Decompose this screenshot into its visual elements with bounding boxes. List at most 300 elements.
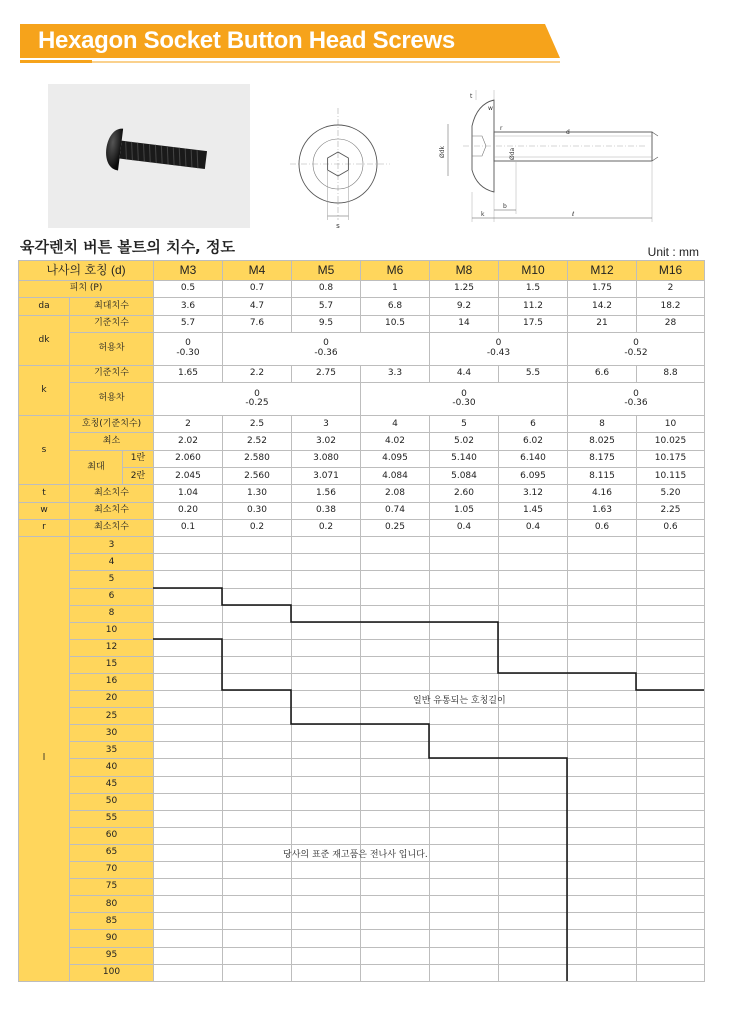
length-cell bbox=[154, 964, 223, 981]
value-cell: 3.3 bbox=[361, 365, 430, 382]
table-row bbox=[19, 930, 705, 947]
length-label: 15 bbox=[70, 656, 154, 673]
value-cell: 2.08 bbox=[361, 485, 430, 502]
length-cell bbox=[568, 605, 637, 622]
length-cell bbox=[361, 571, 430, 588]
value-cell: 2.045 bbox=[154, 468, 223, 485]
length-cell bbox=[637, 674, 705, 691]
value-cell: 0.38 bbox=[292, 502, 361, 519]
length-label: 70 bbox=[70, 862, 154, 879]
value-cell: 10.025 bbox=[637, 433, 705, 450]
value-cell: 3.071 bbox=[292, 468, 361, 485]
length-cell bbox=[568, 588, 637, 605]
length-cell bbox=[430, 759, 499, 776]
length-cell bbox=[499, 879, 568, 896]
length-cell bbox=[292, 622, 361, 639]
length-cell bbox=[292, 964, 361, 981]
row-label: 최소치수 bbox=[70, 519, 154, 536]
length-cell bbox=[499, 656, 568, 673]
tolerance-lower: -0.25 bbox=[245, 398, 269, 409]
length-cell bbox=[499, 930, 568, 947]
value-cell: 0.74 bbox=[361, 502, 430, 519]
row-label: 최대치수 bbox=[70, 298, 154, 315]
row-label: 기준치수 bbox=[70, 315, 154, 332]
value-cell: 10.5 bbox=[361, 315, 430, 332]
length-cell bbox=[223, 554, 292, 571]
length-cell bbox=[154, 776, 223, 793]
length-cell bbox=[430, 844, 499, 861]
table-row bbox=[19, 416, 705, 433]
length-cell bbox=[499, 896, 568, 913]
length-cell bbox=[154, 844, 223, 861]
value-cell: 4.7 bbox=[223, 298, 292, 315]
value-cell: 2.02 bbox=[154, 433, 223, 450]
length-cell bbox=[361, 656, 430, 673]
length-cell bbox=[361, 947, 430, 964]
length-cell bbox=[223, 964, 292, 981]
length-cell bbox=[361, 537, 430, 554]
length-label: 8 bbox=[70, 605, 154, 622]
value-cell: 21 bbox=[568, 315, 637, 332]
value-cell: 0.20 bbox=[154, 502, 223, 519]
value-cell: 5.20 bbox=[637, 485, 705, 502]
table-row bbox=[19, 519, 705, 536]
value-cell: 2.60 bbox=[430, 485, 499, 502]
value-cell: 0.25 bbox=[361, 519, 430, 536]
length-cell bbox=[637, 588, 705, 605]
table-row bbox=[19, 365, 705, 382]
value-cell: 6.02 bbox=[499, 433, 568, 450]
length-cell bbox=[361, 605, 430, 622]
length-cell bbox=[430, 862, 499, 879]
length-cell bbox=[430, 913, 499, 930]
table-row bbox=[19, 725, 705, 742]
length-label: 16 bbox=[70, 674, 154, 691]
length-cell bbox=[568, 691, 637, 708]
table-row bbox=[19, 879, 705, 896]
length-cell bbox=[154, 896, 223, 913]
table-row bbox=[19, 639, 705, 656]
value-cell: 17.5 bbox=[499, 315, 568, 332]
group-label: k bbox=[19, 365, 70, 415]
length-cell bbox=[568, 622, 637, 639]
length-cell bbox=[430, 776, 499, 793]
length-cell bbox=[292, 827, 361, 844]
length-cell bbox=[154, 571, 223, 588]
value-cell: 6.140 bbox=[499, 450, 568, 467]
length-cell bbox=[292, 537, 361, 554]
value-cell: 1.5 bbox=[499, 281, 568, 298]
table-row bbox=[19, 913, 705, 930]
value-cell: 8.8 bbox=[637, 365, 705, 382]
value-cell: 1.75 bbox=[568, 281, 637, 298]
length-cell bbox=[223, 656, 292, 673]
common-length-note: 일반 유통되는 호칭길이 bbox=[413, 696, 506, 706]
length-cell bbox=[361, 708, 430, 725]
group-label: l bbox=[19, 537, 70, 981]
table-row bbox=[19, 605, 705, 622]
length-cell bbox=[361, 588, 430, 605]
tolerance-lower: -0.36 bbox=[314, 347, 338, 358]
length-cell bbox=[499, 622, 568, 639]
dimension-table bbox=[18, 260, 705, 982]
value-cell: 5.7 bbox=[154, 315, 223, 332]
length-cell bbox=[499, 793, 568, 810]
length-cell bbox=[361, 810, 430, 827]
length-label: 35 bbox=[70, 742, 154, 759]
table-row bbox=[19, 383, 705, 416]
length-cell bbox=[292, 708, 361, 725]
length-cell bbox=[223, 947, 292, 964]
tolerance-cell bbox=[568, 383, 705, 416]
length-cell bbox=[430, 554, 499, 571]
hex-head-front-icon bbox=[290, 108, 400, 238]
tolerance-cell bbox=[154, 332, 223, 365]
length-cell bbox=[292, 896, 361, 913]
length-cell bbox=[292, 862, 361, 879]
length-cell bbox=[361, 913, 430, 930]
table-row bbox=[19, 298, 705, 315]
length-cell bbox=[568, 537, 637, 554]
table-row bbox=[19, 964, 705, 981]
length-cell bbox=[637, 964, 705, 981]
table-row bbox=[19, 708, 705, 725]
tolerance-lower: -0.30 bbox=[176, 347, 200, 358]
length-cell bbox=[292, 947, 361, 964]
length-label: 20 bbox=[70, 691, 154, 708]
value-cell: 0.2 bbox=[292, 519, 361, 536]
value-cell: 2.580 bbox=[223, 450, 292, 467]
length-cell bbox=[637, 879, 705, 896]
length-cell bbox=[430, 947, 499, 964]
length-cell bbox=[154, 947, 223, 964]
table-row bbox=[19, 571, 705, 588]
tolerance-cell bbox=[154, 383, 361, 416]
length-cell bbox=[154, 793, 223, 810]
row-label: 1란 bbox=[123, 450, 154, 467]
length-cell bbox=[361, 725, 430, 742]
row-label: 기준치수 bbox=[70, 365, 154, 382]
length-cell bbox=[637, 622, 705, 639]
value-cell: 14.2 bbox=[568, 298, 637, 315]
length-cell bbox=[223, 605, 292, 622]
length-cell bbox=[637, 810, 705, 827]
length-cell bbox=[154, 639, 223, 656]
length-cell bbox=[637, 639, 705, 656]
length-cell bbox=[223, 827, 292, 844]
table-row bbox=[19, 281, 705, 298]
length-label: 55 bbox=[70, 810, 154, 827]
svg-text:r: r bbox=[500, 125, 503, 132]
length-cell bbox=[568, 844, 637, 861]
length-cell bbox=[568, 862, 637, 879]
length-cell bbox=[361, 827, 430, 844]
value-cell: 1 bbox=[361, 281, 430, 298]
length-cell bbox=[430, 708, 499, 725]
table-row bbox=[19, 691, 705, 708]
row-label: 최소 bbox=[70, 433, 154, 450]
value-cell: 0.30 bbox=[223, 502, 292, 519]
length-cell bbox=[154, 691, 223, 708]
size-header: M3 bbox=[154, 261, 223, 281]
length-cell bbox=[430, 879, 499, 896]
table-row bbox=[19, 588, 705, 605]
length-cell bbox=[154, 742, 223, 759]
table-row bbox=[19, 554, 705, 571]
value-cell: 4.095 bbox=[361, 450, 430, 467]
length-cell bbox=[223, 639, 292, 656]
group-label: w bbox=[19, 502, 70, 519]
value-cell: 10.115 bbox=[637, 468, 705, 485]
length-cell bbox=[292, 879, 361, 896]
length-cell bbox=[637, 537, 705, 554]
tolerance-cell bbox=[361, 383, 568, 416]
table-row bbox=[19, 622, 705, 639]
length-cell bbox=[430, 742, 499, 759]
length-cell bbox=[154, 622, 223, 639]
value-cell: 0.6 bbox=[568, 519, 637, 536]
length-label: 80 bbox=[70, 896, 154, 913]
value-cell: 3.12 bbox=[499, 485, 568, 502]
length-cell bbox=[499, 827, 568, 844]
unit-label: Unit : mm bbox=[647, 245, 699, 259]
value-cell: 0.7 bbox=[223, 281, 292, 298]
length-label: 60 bbox=[70, 827, 154, 844]
value-cell: 2.52 bbox=[223, 433, 292, 450]
length-cell bbox=[154, 725, 223, 742]
length-cell bbox=[361, 793, 430, 810]
value-cell: 2 bbox=[154, 416, 223, 433]
length-cell bbox=[154, 862, 223, 879]
length-label: 30 bbox=[70, 725, 154, 742]
length-cell bbox=[292, 588, 361, 605]
table-row bbox=[19, 827, 705, 844]
value-cell: 1.30 bbox=[223, 485, 292, 502]
length-cell bbox=[568, 554, 637, 571]
group-label: t bbox=[19, 485, 70, 502]
length-cell bbox=[568, 639, 637, 656]
length-cell bbox=[430, 964, 499, 981]
table-row bbox=[19, 537, 705, 554]
length-cell bbox=[568, 827, 637, 844]
length-cell bbox=[499, 776, 568, 793]
length-cell bbox=[223, 622, 292, 639]
length-cell bbox=[637, 708, 705, 725]
value-cell: 2.75 bbox=[292, 365, 361, 382]
value-cell: 1.04 bbox=[154, 485, 223, 502]
length-cell bbox=[154, 708, 223, 725]
length-cell bbox=[361, 862, 430, 879]
size-header: M12 bbox=[568, 261, 637, 281]
tolerance-lower: -0.43 bbox=[486, 347, 511, 358]
value-cell: 1.05 bbox=[430, 502, 499, 519]
length-cell bbox=[154, 554, 223, 571]
table-row bbox=[19, 433, 705, 450]
length-cell bbox=[499, 554, 568, 571]
front-view-drawing bbox=[290, 108, 400, 242]
size-header: M4 bbox=[223, 261, 292, 281]
size-header: M6 bbox=[361, 261, 430, 281]
length-cell bbox=[568, 947, 637, 964]
value-cell: 8.115 bbox=[568, 468, 637, 485]
value-cell: 2.25 bbox=[637, 502, 705, 519]
length-label: 4 bbox=[70, 554, 154, 571]
header-label: 나사의 호칭 (d) bbox=[19, 261, 154, 281]
svg-text:k: k bbox=[481, 211, 485, 218]
length-label: 50 bbox=[70, 793, 154, 810]
row-label: 피치 (P) bbox=[19, 281, 154, 298]
length-cell bbox=[499, 571, 568, 588]
length-cell bbox=[361, 879, 430, 896]
length-cell bbox=[292, 554, 361, 571]
value-cell: 5.140 bbox=[430, 450, 499, 467]
tolerance-upper: 0 bbox=[461, 388, 467, 399]
length-cell bbox=[430, 827, 499, 844]
length-cell bbox=[637, 554, 705, 571]
table-row bbox=[19, 485, 705, 502]
value-cell: 9.2 bbox=[430, 298, 499, 315]
length-cell bbox=[637, 896, 705, 913]
length-cell bbox=[361, 554, 430, 571]
value-cell: 3.080 bbox=[292, 450, 361, 467]
svg-text:t: t bbox=[470, 93, 473, 100]
group-label: r bbox=[19, 519, 70, 536]
length-cell bbox=[637, 844, 705, 861]
table-row bbox=[19, 759, 705, 776]
value-cell: 9.5 bbox=[292, 315, 361, 332]
tolerance-upper: 0 bbox=[323, 338, 329, 349]
table-row bbox=[19, 776, 705, 793]
table-row bbox=[19, 450, 705, 467]
length-label: 12 bbox=[70, 639, 154, 656]
length-cell bbox=[154, 537, 223, 554]
length-cell bbox=[292, 674, 361, 691]
length-cell bbox=[499, 947, 568, 964]
value-cell: 4.4 bbox=[430, 365, 499, 382]
value-cell: 0.4 bbox=[430, 519, 499, 536]
length-cell bbox=[430, 605, 499, 622]
page-title: Hexagon Socket Button Head Screws bbox=[38, 27, 455, 54]
svg-text:w: w bbox=[488, 105, 493, 112]
length-cell bbox=[154, 930, 223, 947]
length-cell bbox=[637, 656, 705, 673]
length-cell bbox=[292, 810, 361, 827]
length-cell bbox=[499, 725, 568, 742]
value-cell: 3 bbox=[292, 416, 361, 433]
table-row bbox=[19, 793, 705, 810]
length-cell bbox=[292, 793, 361, 810]
value-cell: 6 bbox=[499, 416, 568, 433]
table-row bbox=[19, 810, 705, 827]
length-cell bbox=[292, 913, 361, 930]
length-label: 95 bbox=[70, 947, 154, 964]
tolerance-cell bbox=[568, 332, 705, 365]
tolerance-cell bbox=[223, 332, 430, 365]
side-view-drawing bbox=[430, 88, 670, 232]
value-cell: 5.084 bbox=[430, 468, 499, 485]
length-label: 100 bbox=[70, 964, 154, 981]
length-cell bbox=[637, 827, 705, 844]
length-cell bbox=[223, 913, 292, 930]
length-cell bbox=[223, 725, 292, 742]
value-cell: 5.5 bbox=[499, 365, 568, 382]
length-cell bbox=[499, 605, 568, 622]
length-cell bbox=[361, 759, 430, 776]
length-cell bbox=[637, 571, 705, 588]
length-cell bbox=[154, 879, 223, 896]
length-cell bbox=[223, 930, 292, 947]
length-cell bbox=[223, 691, 292, 708]
svg-text:Øda: Øda bbox=[509, 147, 516, 160]
tolerance-lower: -0.36 bbox=[624, 398, 648, 409]
product-photo bbox=[48, 84, 250, 228]
value-cell: 4 bbox=[361, 416, 430, 433]
length-cell bbox=[499, 742, 568, 759]
length-cell bbox=[568, 725, 637, 742]
svg-text:Ødk: Ødk bbox=[439, 145, 446, 158]
length-cell bbox=[154, 827, 223, 844]
length-label: 25 bbox=[70, 708, 154, 725]
value-cell: 0.6 bbox=[637, 519, 705, 536]
svg-text:d: d bbox=[566, 129, 570, 136]
length-cell bbox=[499, 844, 568, 861]
length-cell bbox=[292, 776, 361, 793]
length-cell bbox=[154, 588, 223, 605]
table-body bbox=[19, 261, 705, 982]
value-cell: 8 bbox=[568, 416, 637, 433]
length-cell bbox=[430, 639, 499, 656]
length-cell bbox=[499, 691, 568, 708]
length-cell bbox=[637, 947, 705, 964]
length-cell bbox=[637, 930, 705, 947]
length-cell bbox=[568, 708, 637, 725]
length-cell bbox=[361, 622, 430, 639]
value-cell: 0.4 bbox=[499, 519, 568, 536]
length-cell bbox=[637, 862, 705, 879]
value-cell: 18.2 bbox=[637, 298, 705, 315]
length-cell bbox=[292, 742, 361, 759]
group-label: dk bbox=[19, 315, 70, 365]
length-label: 6 bbox=[70, 588, 154, 605]
length-cell bbox=[568, 674, 637, 691]
length-cell bbox=[223, 896, 292, 913]
value-cell: 10 bbox=[637, 416, 705, 433]
length-cell bbox=[223, 844, 292, 861]
row-label: 2란 bbox=[123, 468, 154, 485]
length-cell bbox=[430, 930, 499, 947]
length-cell bbox=[499, 964, 568, 981]
length-cell bbox=[430, 537, 499, 554]
row-label: 허용차 bbox=[70, 383, 154, 416]
length-cell bbox=[223, 708, 292, 725]
value-cell: 7.6 bbox=[223, 315, 292, 332]
length-cell bbox=[154, 674, 223, 691]
length-cell bbox=[223, 674, 292, 691]
length-cell bbox=[223, 537, 292, 554]
length-cell bbox=[499, 639, 568, 656]
length-cell bbox=[223, 759, 292, 776]
row-label: 최대 bbox=[70, 450, 123, 485]
value-cell: 1.56 bbox=[292, 485, 361, 502]
length-cell bbox=[637, 605, 705, 622]
length-cell bbox=[292, 725, 361, 742]
length-cell bbox=[430, 674, 499, 691]
svg-text:b: b bbox=[503, 203, 507, 210]
table-row bbox=[19, 502, 705, 519]
length-cell bbox=[430, 793, 499, 810]
length-cell bbox=[637, 691, 705, 708]
table-row bbox=[19, 862, 705, 879]
